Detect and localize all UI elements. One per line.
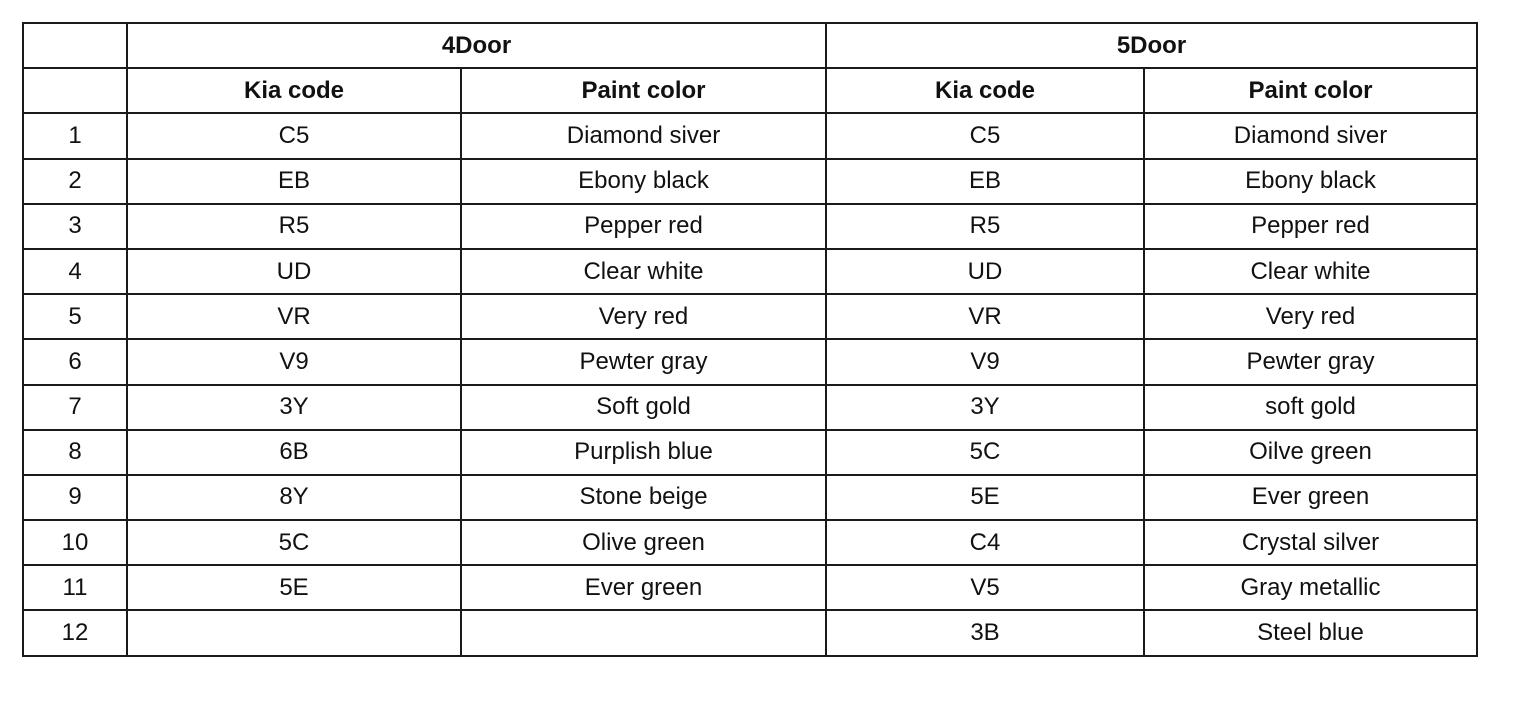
paint-color-5door-cell: soft gold [1144, 385, 1477, 430]
kia-code-4door-cell [127, 610, 461, 655]
paint-color-4door-cell [461, 610, 826, 655]
table-row [23, 113, 1477, 158]
paint-color-5door-cell: Diamond siver [1144, 113, 1477, 158]
paint-color-5door-cell: Ebony black [1144, 159, 1477, 204]
group-header-5door: 5Door [826, 23, 1477, 68]
row-number-cell: 7 [23, 385, 127, 430]
table-row [23, 249, 1477, 294]
paint-color-4door-cell: Olive green [461, 520, 826, 565]
kia-code-4door-cell: 8Y [127, 475, 461, 520]
row-number-cell: 4 [23, 249, 127, 294]
kia-code-5door-cell: UD [826, 249, 1144, 294]
paint-color-5door-cell: Very red [1144, 294, 1477, 339]
kia-code-4door-cell: 5C [127, 520, 461, 565]
row-number-cell: 2 [23, 159, 127, 204]
paint-color-4door-cell: Clear white [461, 249, 826, 294]
table-row [23, 475, 1477, 520]
header-paint-color-5door: Paint color [1144, 68, 1477, 113]
table-body [23, 113, 1477, 655]
row-number-cell: 10 [23, 520, 127, 565]
paint-color-4door-cell: Pepper red [461, 204, 826, 249]
paint-color-5door-cell: Steel blue [1144, 610, 1477, 655]
corner-cell-2 [23, 68, 127, 113]
row-number-cell: 12 [23, 610, 127, 655]
table-row [23, 204, 1477, 249]
kia-code-4door-cell: R5 [127, 204, 461, 249]
table-row [23, 565, 1477, 610]
header-kia-code-5door: Kia code [826, 68, 1144, 113]
kia-code-4door-cell: UD [127, 249, 461, 294]
kia-code-5door-cell: EB [826, 159, 1144, 204]
kia-code-4door-cell: 6B [127, 430, 461, 475]
header-kia-code-4door: Kia code [127, 68, 461, 113]
paint-color-4door-cell: Soft gold [461, 385, 826, 430]
group-header-row [23, 23, 1477, 68]
paint-color-4door-cell: Diamond siver [461, 113, 826, 158]
row-number-cell: 6 [23, 339, 127, 384]
row-number-cell: 11 [23, 565, 127, 610]
kia-code-5door-cell: R5 [826, 204, 1144, 249]
kia-code-5door-cell: 3B [826, 610, 1144, 655]
kia-code-5door-cell: C5 [826, 113, 1144, 158]
kia-code-5door-cell: V5 [826, 565, 1144, 610]
table-row [23, 339, 1477, 384]
paint-color-5door-cell: Pepper red [1144, 204, 1477, 249]
table-row [23, 610, 1477, 655]
paint-color-4door-cell: Very red [461, 294, 826, 339]
group-header-4door: 4Door [127, 23, 826, 68]
paint-color-4door-cell: Stone beige [461, 475, 826, 520]
kia-code-4door-cell: 5E [127, 565, 461, 610]
header-paint-color-4door: Paint color [461, 68, 826, 113]
paint-color-table [22, 22, 1478, 657]
row-number-cell: 8 [23, 430, 127, 475]
corner-cell [23, 23, 127, 68]
paint-color-4door-cell: Purplish blue [461, 430, 826, 475]
row-number-cell: 3 [23, 204, 127, 249]
paint-color-4door-cell: Pewter gray [461, 339, 826, 384]
paint-color-4door-cell: Ebony black [461, 159, 826, 204]
table-row [23, 159, 1477, 204]
paint-color-4door-cell: Ever green [461, 565, 826, 610]
kia-code-5door-cell: 3Y [826, 385, 1144, 430]
table-row [23, 385, 1477, 430]
table-row [23, 430, 1477, 475]
kia-code-4door-cell: EB [127, 159, 461, 204]
table-row [23, 520, 1477, 565]
kia-code-4door-cell: C5 [127, 113, 461, 158]
kia-code-5door-cell: 5C [826, 430, 1144, 475]
kia-code-4door-cell: VR [127, 294, 461, 339]
paint-color-5door-cell: Gray metallic [1144, 565, 1477, 610]
kia-code-5door-cell: V9 [826, 339, 1144, 384]
paint-color-5door-cell: Pewter gray [1144, 339, 1477, 384]
kia-code-5door-cell: 5E [826, 475, 1144, 520]
sub-header-row [23, 68, 1477, 113]
row-number-cell: 5 [23, 294, 127, 339]
kia-code-5door-cell: VR [826, 294, 1144, 339]
kia-code-4door-cell: 3Y [127, 385, 461, 430]
paint-color-5door-cell: Oilve green [1144, 430, 1477, 475]
kia-code-5door-cell: C4 [826, 520, 1144, 565]
kia-code-4door-cell: V9 [127, 339, 461, 384]
paint-color-5door-cell: Ever green [1144, 475, 1477, 520]
table-row [23, 294, 1477, 339]
paint-color-5door-cell: Crystal silver [1144, 520, 1477, 565]
row-number-cell: 9 [23, 475, 127, 520]
paint-color-5door-cell: Clear white [1144, 249, 1477, 294]
row-number-cell: 1 [23, 113, 127, 158]
